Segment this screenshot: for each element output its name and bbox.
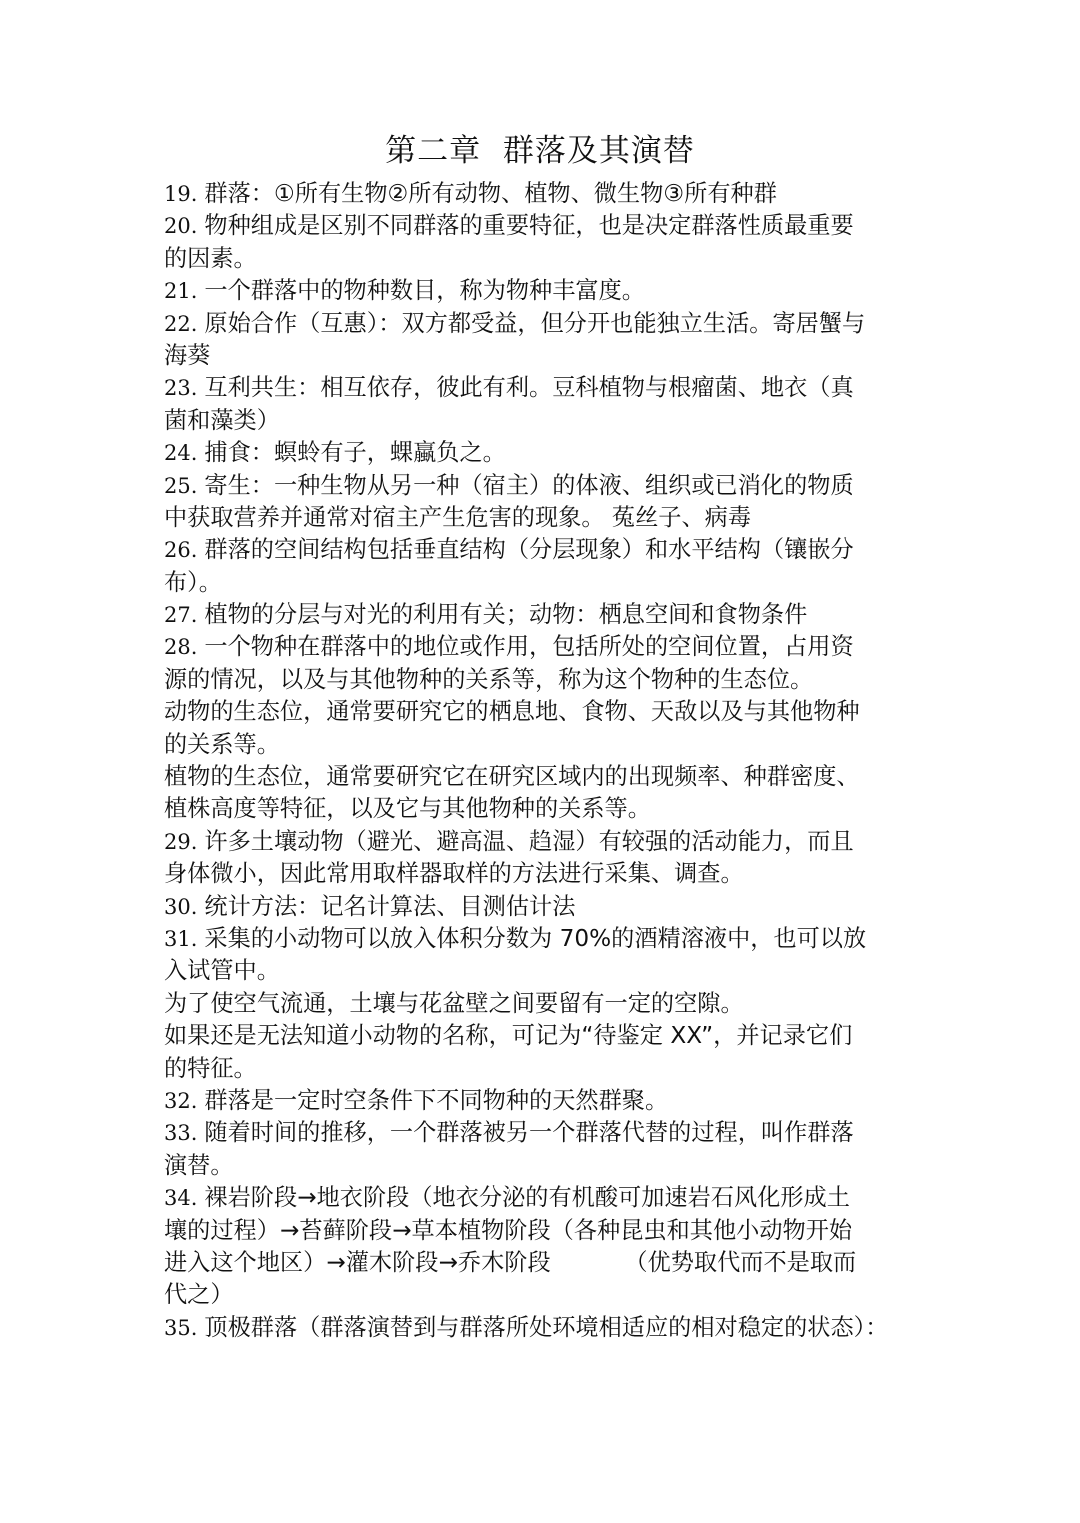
item-text: 群落：①所有生物②所有动物、植物、微生物③所有种群	[204, 180, 777, 207]
item-text: 植物的分层与对光的利用有关；动物：栖息空间和食物条件	[204, 601, 808, 629]
note-line	[164, 567, 924, 599]
item-number: 30.	[164, 894, 198, 919]
item-text: 采集的小动物可以放入体积分数为 70%的酒精溶液中，也可以放	[204, 924, 867, 952]
item-text: 随着时间的推移，一个群落被另一个群落代替的过程，叫作群落	[204, 1119, 854, 1147]
item-text: 群落的空间结构包括垂直结构（分层现象）和水平结构（镶嵌分	[204, 536, 854, 564]
item-number: 32.	[164, 1088, 198, 1113]
note-line	[164, 858, 924, 890]
item-text: 植株高度等特征，以及它与其他物种的关系等。	[164, 795, 651, 823]
item-text: 壤的过程）→苔藓阶段→草本植物阶段（各种昆虫和其他小动物开始	[164, 1216, 853, 1244]
item-text: 统计方法：记名计算法、目测估计法	[204, 892, 576, 920]
item-text: 顶极群落（群落演替到与群落所处环境相适应的相对稳定的状态）：	[204, 1313, 889, 1341]
note-line	[164, 470, 924, 502]
note-line	[164, 664, 924, 696]
note-line	[164, 599, 924, 631]
note-line	[164, 696, 924, 728]
note-line	[164, 405, 924, 437]
item-text: 的关系等。	[164, 730, 280, 758]
item-number: 21.	[164, 279, 198, 304]
note-line	[164, 1247, 924, 1279]
note-line	[164, 1215, 924, 1247]
item-text: 代之）	[164, 1281, 234, 1309]
item-text: 裸岩阶段→地衣阶段（地衣分泌的有机酸可加速岩石风化形成土	[204, 1184, 850, 1212]
note-line	[164, 340, 924, 372]
note-line	[164, 1117, 924, 1149]
item-text: 动物的生态位，通常要研究它的栖息地、食物、天敌以及与其他物种	[164, 698, 860, 726]
item-text: 演替。	[164, 1151, 234, 1179]
item-text: 海葵	[164, 341, 211, 369]
item-text: 菌和藻类）	[164, 406, 280, 434]
item-text: 一个物种在群落中的地位或作用，包括所处的空间位置，占用资	[204, 633, 854, 661]
note-line	[164, 372, 924, 404]
item-text: 身体微小，因此常用取样器取样的方法进行采集、调查。	[164, 860, 744, 888]
note-line	[164, 891, 924, 923]
item-text: 一个群落中的物种数目，称为物种丰富度。	[204, 277, 645, 305]
item-number: 34.	[164, 1186, 198, 1211]
item-number: 24.	[164, 441, 198, 466]
item-text: 植物的生态位，通常要研究它在研究区域内的出现频率、种群密度、	[164, 763, 860, 791]
item-number: 22.	[164, 311, 198, 336]
note-line	[164, 502, 924, 534]
note-line	[164, 729, 924, 761]
item-number: 31.	[164, 926, 198, 951]
note-line	[164, 437, 924, 469]
note-line	[164, 1182, 924, 1214]
item-number: 20.	[164, 214, 198, 239]
notes-list	[164, 178, 924, 1344]
item-number: 27.	[164, 603, 198, 628]
note-line	[164, 1150, 924, 1182]
item-text: 的特征。	[164, 1054, 257, 1082]
chapter-title: 第二章 群落及其演替	[385, 133, 695, 169]
note-line	[164, 1020, 924, 1052]
item-text: 捕食：螟蛉有子，蜾蠃负之。	[204, 439, 506, 467]
item-text: 如果还是无法知道小动物的名称，可记为“待鉴定 XX”，并记录它们	[164, 1022, 853, 1050]
item-number: 35.	[164, 1315, 198, 1340]
item-number: 28.	[164, 635, 198, 660]
item-text: 进入这个地区）→灌木阶段→乔木阶段 （优势取代而不是取而	[164, 1248, 857, 1276]
note-line	[164, 923, 924, 955]
note-line	[164, 1053, 924, 1085]
item-text: 寄生：一种生物从另一种（宿主）的体液、组织或已消化的物质	[204, 471, 854, 499]
note-line	[164, 1312, 924, 1344]
item-text: 物种组成是区别不同群落的重要特征，也是决定群落性质最重要	[204, 212, 854, 240]
note-line	[164, 1279, 924, 1311]
note-line	[164, 308, 924, 340]
note-line	[164, 761, 924, 793]
item-text: 群落是一定时空条件下不同物种的天然群聚。	[204, 1086, 669, 1114]
note-line	[164, 955, 924, 987]
note-line	[164, 243, 924, 275]
item-text: 源的情况，以及与其他物种的关系等，称为这个物种的生态位。	[164, 665, 814, 693]
item-number: 19.	[164, 182, 198, 206]
note-line	[164, 210, 924, 242]
note-line	[164, 1085, 924, 1117]
item-text: 入试管中。	[164, 957, 280, 985]
item-text: 互利共生：相互依存，彼此有利。豆科植物与根瘤菌、地衣（真	[204, 374, 854, 402]
item-text: 中获取营养并通常对宿主产生危害的现象。 菟丝子、病毒	[164, 503, 752, 531]
item-text: 许多土壤动物（避光、避高温、趋湿）有较强的活动能力，而且	[204, 827, 854, 855]
item-number: 23.	[164, 376, 198, 401]
item-text: 布）。	[164, 568, 222, 596]
note-line	[164, 178, 924, 210]
item-text: 的因素。	[164, 244, 257, 272]
note-line	[164, 631, 924, 663]
item-text: 原始合作（互惠）：双方都受益，但分开也能独立生活。寄居蟹与	[204, 309, 866, 337]
note-line	[164, 275, 924, 307]
item-number: 25.	[164, 473, 198, 498]
item-number: 33.	[164, 1121, 198, 1146]
item-text: 为了使空气流通，土壤与花盆壁之间要留有一定的空隙。	[164, 989, 744, 1017]
item-number: 26.	[164, 538, 198, 563]
note-line	[164, 988, 924, 1020]
note-line	[164, 826, 924, 858]
note-line	[164, 793, 924, 825]
item-number: 29.	[164, 829, 198, 854]
note-line	[164, 534, 924, 566]
